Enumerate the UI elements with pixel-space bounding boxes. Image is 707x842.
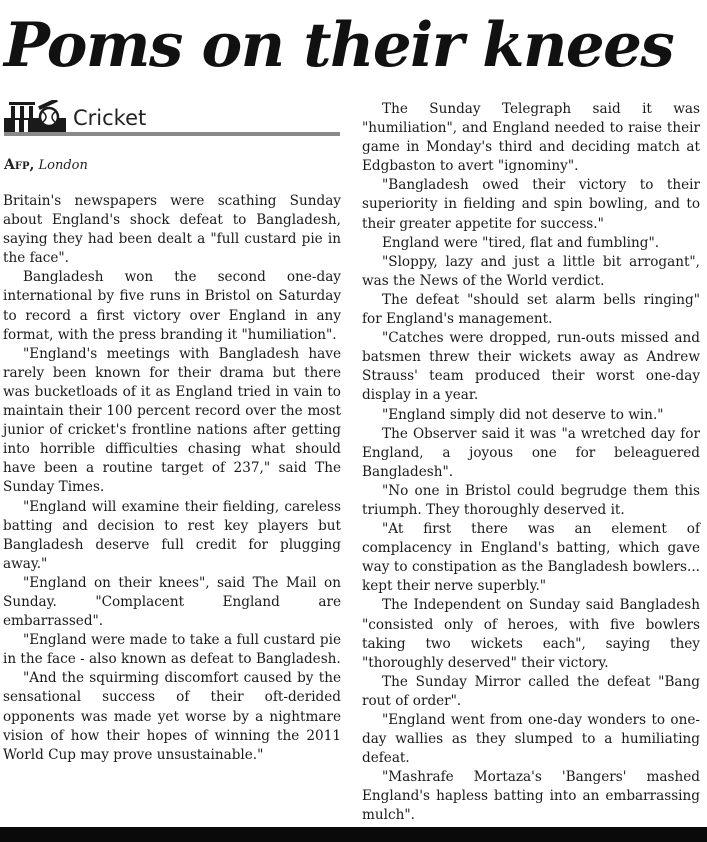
paragraph: Bangladesh won the second one-day international by five runs in Bristol on Saturday to record a first victory over England in any format, with the press branding it "humiliation".: [3, 269, 341, 343]
paragraph: "England went from one-day wonders to one-day wallies as they slumped to a humiliating defeat.: [362, 712, 700, 767]
paragraph: The defeat "should set alarm bells ringing" for England's management.: [362, 291, 700, 328]
section-header: [4, 98, 340, 138]
paragraph: "England's meetings with Bangladesh have rarely been known for their drama but there was bucketloads of it as England tried in vain to maintain their 100 percent record over the most junior of cricket's frontline nations after getting into horrible difficulties chasing what should have been a routine target of 237," said The Sunday Times.: [3, 345, 341, 496]
byline-location: London: [38, 158, 88, 173]
paragraph: The Sunday Mirror called the defeat "Bang rout of order".: [362, 673, 700, 709]
paragraph: "Mashrafe Mortaza's 'Bangers' mashed England's hapless batting into an embarrassing mulch".: [362, 769, 700, 824]
headline: Poms on their knees: [4, 10, 674, 81]
paragraph: "England simply did not deserve to win.": [382, 406, 664, 423]
paragraph: "At first there was an element of complacency in England's batting, which gave way to constipation as the Bangladesh bowlers... kept their nerve superbly.": [362, 521, 700, 595]
bottom-border: [0, 827, 707, 842]
paragraph: The Sunday Telegraph said it was "humiliation", and England needed to raise their game in Monday's third and deciding match at Edgbaston to avert "ignominy".: [362, 101, 700, 175]
paragraph: "England on their knees", said The Mail on Sunday. "Complacent England are embarrassed".: [3, 574, 341, 630]
paragraph: The Independent on Sunday said Bangladesh "consisted only of heroes, with five bowlers taking two wickets each", saying they "thoroughly deserved" their victory.: [362, 597, 700, 671]
paragraph: "England were made to take a full custard pie in the face - also known as defeat to Bangladesh.: [3, 632, 341, 668]
paragraph: "England will examine their fielding, careless batting and decision to rest key players but Bangladesh deserve full credit for plugging away.": [3, 498, 341, 572]
paragraph: "And the squirming discomfort caused by the sensational success of their oft-derided opponents was made yet worse by a nightmare vision of how their hopes of winning the 2011 World Cup may prove unsustainable.": [3, 670, 341, 763]
paragraph: England were "tired, flat and fumbling".: [382, 234, 660, 251]
byline-agency: Afp,: [4, 157, 35, 173]
paragraph: "No one in Bristol could begrudge them this triumph. They thoroughly deserved it.: [362, 482, 700, 518]
article-column-left: [3, 192, 341, 765]
paragraph: The Observer said it was "a wretched day for England, a joyous one for beleaguered Bangladesh".: [362, 425, 700, 480]
byline: [4, 157, 88, 173]
paragraph: "Sloppy, lazy and just a little bit arrogant", was the News of the World verdict.: [362, 253, 700, 289]
article-column-right: [362, 100, 700, 826]
paragraph: "Catches were dropped, run-outs missed and batsmen threw their wickets away as Andrew Strauss' team produced their worst one-day display in a year.: [362, 330, 700, 404]
section-label: Cricket: [73, 106, 147, 130]
paragraph: Britain's newspapers were scathing Sunday about England's shock defeat to Bangladesh, saying they had been dealt a "full custard pie in the face".: [3, 193, 341, 267]
paragraph: "Bangladesh owed their victory to their superiority in fielding and spin bowling, and to their greater appetite for success.": [362, 177, 700, 232]
section-rule: [4, 132, 340, 136]
